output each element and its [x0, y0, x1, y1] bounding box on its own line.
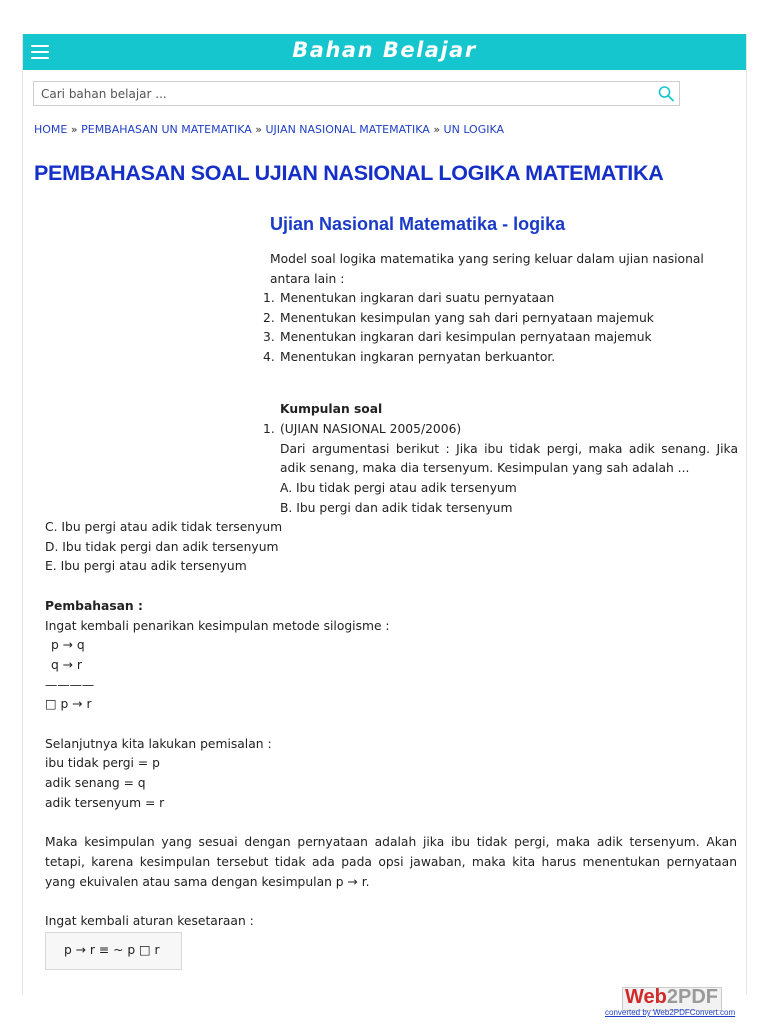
search-icon[interactable]	[657, 85, 675, 103]
variable-r: adik tersenyum = r	[45, 795, 165, 810]
list-item: 3. Menentukan ingkaran dari kesimpulan pernyataan majemuk	[263, 328, 743, 348]
breadcrumb	[34, 123, 504, 136]
variable-p: ibu tidak pergi = p	[45, 756, 160, 771]
topic-text: Menentukan kesimpulan yang sah dari pernyataan majemuk	[280, 310, 654, 325]
list-item: 1. Menentukan ingkaran dari suatu pernyataan	[263, 289, 743, 309]
question-text: Dari argumentasi berikut : Jika ibu tidak pergi, maka adik senang. Jika adik senang, maka dia tersenyum. Kesimpulan yang sah adalah ...	[280, 441, 738, 476]
variable-q: adik senang = q	[45, 776, 146, 791]
option-d: D. Ibu tidak pergi dan adik tersenyum	[45, 539, 279, 554]
topic-text: Menentukan ingkaran dari kesimpulan pernyataan majemuk	[280, 330, 652, 345]
breadcrumb-pembahasan-un[interactable]: PEMBAHASAN UN MATEMATIKA	[81, 123, 252, 136]
breadcrumb-ujian-nasional[interactable]: UJIAN NASIONAL MATEMATIKA	[265, 123, 430, 136]
web2pdf-link[interactable]: converted by Web2PDFConvert.com	[605, 1008, 736, 1017]
conclusion: □ p → r	[45, 697, 92, 712]
intro-text: Model soal logika matematika yang sering keluar dalam ujian nasional antara lain :	[270, 252, 704, 286]
breadcrumb-separator: »	[70, 123, 78, 136]
pemisalan-intro: Selanjutnya kita lakukan pemisalan :	[45, 736, 272, 751]
topic-text: Menentukan ingkaran pernyatan berkuantor.	[280, 350, 556, 365]
premise-1: p → q	[51, 638, 85, 653]
option-e: E. Ibu pergi atau adik tersenyum	[45, 559, 247, 574]
formula-box	[45, 932, 182, 970]
breadcrumb-un-logika[interactable]: UN LOGIKA	[443, 123, 505, 136]
site-brand[interactable]: Bahan Belajar	[292, 38, 477, 62]
article-subtitle: Ujian Nasional Matematika - logika	[270, 214, 566, 234]
question-1: 1. (UJIAN NASIONAL 2005/2006) Dari argumentasi berikut : Jika ibu tidak pergi, maka adik senang. Jika adik senang, maka dia tersenyum. Kesimpulan yang sah adalah ... A. Ibu tidak pergi atau adik tersenyum B. Ibu pergi dan adik tidak tersenyum	[263, 420, 738, 519]
kumpulan-soal-heading: Kumpulan soal	[280, 402, 383, 416]
list-item: 4. Menentukan ingkaran pernyatan berkuantor.	[263, 348, 743, 368]
question-source: (UJIAN NASIONAL 2005/2006)	[280, 422, 462, 436]
top-bar	[23, 34, 746, 70]
pembahasan-heading: Pembahasan :	[45, 598, 143, 613]
kesetaraan-intro: Ingat kembali aturan kesetaraan :	[45, 914, 254, 928]
web2pdf-logo[interactable]: Web2PDF	[625, 986, 718, 1008]
divider-line: ————	[45, 677, 95, 692]
page-title: PEMBAHASAN SOAL UJIAN NASIONAL LOGIKA MATEMATIKA	[34, 161, 664, 185]
breadcrumb-separator: »	[255, 123, 262, 136]
breadcrumb-home[interactable]: HOME	[34, 123, 68, 136]
search-bar	[33, 81, 680, 106]
pembahasan-intro: Ingat kembali penarikan kesimpulan metode silogisme :	[45, 618, 390, 633]
list-item: 2. Menentukan kesimpulan yang sah dari pernyataan majemuk	[263, 309, 743, 329]
breadcrumb-separator: »	[433, 123, 441, 136]
topic-text: Menentukan ingkaran dari suatu pernyataan	[280, 291, 555, 305]
premise-2: q → r	[51, 657, 82, 672]
option-b: B. Ibu pergi dan adik tidak tersenyum	[280, 500, 513, 515]
topic-list	[263, 289, 743, 368]
search-input[interactable]	[34, 82, 654, 105]
page-frame	[22, 34, 747, 994]
formula-text: p → r ≡ ~ p □ r	[64, 943, 160, 957]
option-c: C. Ibu pergi atau adik tidak tersenyum	[45, 520, 283, 534]
answer-section	[45, 518, 737, 932]
explanation-paragraph: Maka kesimpulan yang sesuai dengan pernyataan adalah jika ibu tidak pergi, maka adik tersenyum. Akan tetapi, karena kesimpulan tersebut tidak ada pada opsi jawaban, maka kita harus menentukan pernyataan yang ekuivalen atau sama dengan kesimpulan p → r.	[45, 835, 737, 889]
option-a: A. Ibu tidak pergi atau adik tersenyum	[280, 481, 517, 496]
